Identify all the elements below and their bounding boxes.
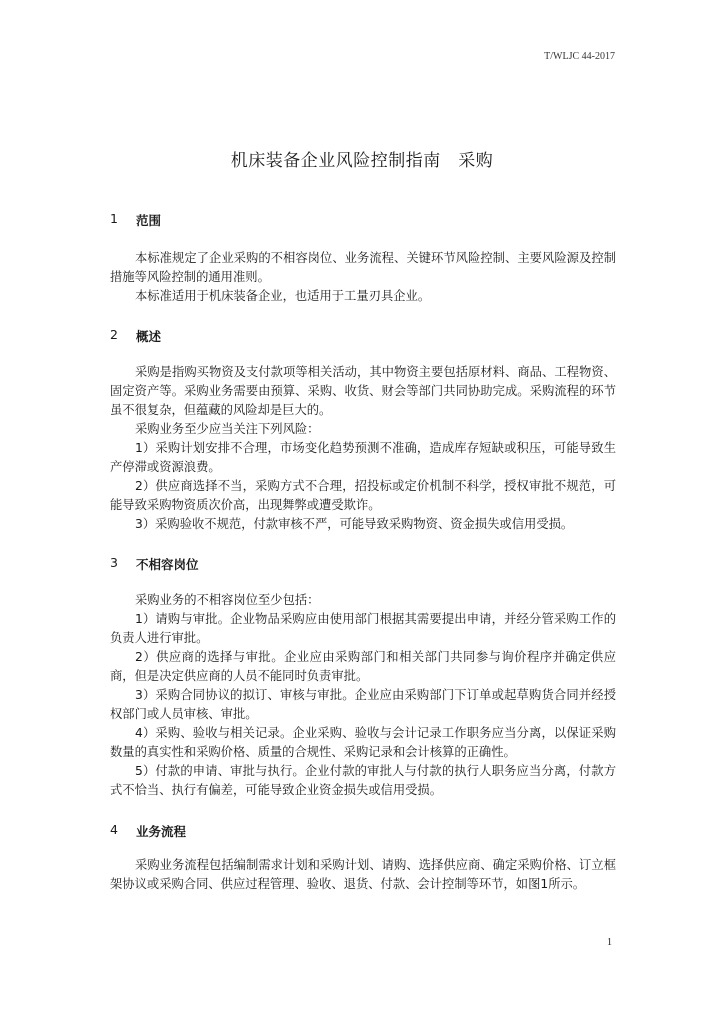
- paragraph: 本标准适用于机床装备企业，也适用于工量刃具企业。: [135, 289, 431, 303]
- section-number: 2: [110, 327, 118, 342]
- section-title: 业务流程: [136, 824, 187, 839]
- paragraph: 3）采购验收不规范，付款审核不严，可能导致采购物资、资金损失或信用受损。: [135, 517, 574, 531]
- section-number: 1: [110, 211, 118, 226]
- paragraph: 采购业务的不相容岗位至少包括：: [135, 593, 320, 607]
- document-title: 机床装备企业风险控制指南 采购: [230, 151, 494, 171]
- section-2-heading: [110, 327, 161, 345]
- paragraph: 4）采购、验收与相关记录。企业采购、验收与会计记录工作职务应当分离，以保证采购数量的真实性和采购价格、质量的合规性、采购记录和会计核算的正确性。: [110, 726, 616, 759]
- paragraph: 本标准规定了企业采购的不相容岗位、业务流程、关键环节风险控制、主要风险源及控制措施等风险控制的通用准则。: [110, 251, 616, 284]
- paragraph: 5）付款的申请、审批与执行。企业付款的审批人与付款的执行人职务应当分离，付款方式不恰当、执行有偏差，可能导致企业资金损失或信用受损。: [110, 764, 616, 797]
- section-4-heading: [110, 822, 186, 840]
- paragraph: 采购业务流程包括编制需求计划和采购计划、请购、选择供应商、确定采购价格、订立框架协议或采购合同、供应过程管理、验收、退货、付款、会计控制等环节，如图1所示。: [110, 858, 616, 891]
- section-title: 范围: [136, 213, 162, 228]
- section-number: 4: [110, 822, 118, 837]
- section-title: 概述: [136, 329, 162, 344]
- standard-code: T/WLJC 44-2017: [544, 51, 615, 62]
- paragraph: 2）供应商的选择与审批。企业应由采购部门和相关部门共同参与询价程序并确定供应商，但是决定供应商的人员不能同时负责审批。: [110, 650, 616, 683]
- paragraph: 采购是指购买物资及支付款项等相关活动，其中物资主要包括原材料、商品、工程物资、固定资产等。采购业务需要由预算、采购、收货、财会等部门共同协助完成。采购流程的环节虽不很复杂，但蕴藏的风险却是巨大的。: [110, 365, 616, 417]
- paragraph: 1）采购计划安排不合理，市场变化趋势预测不准确，造成库存短缺或积压，可能导致生产停滞或资源浪费。: [110, 441, 616, 474]
- page-number: 1: [607, 937, 612, 948]
- paragraph: 2）供应商选择不当，采购方式不合理，招投标或定价机制不科学，授权审批不规范，可能导致采购物资质次价高，出现舞弊或遭受欺诈。: [110, 479, 616, 512]
- paragraph: 1）请购与审批。企业物品采购应由使用部门根据其需要提出申请，并经分管采购工作的负责人进行审批。: [110, 612, 616, 645]
- section-3-heading: [110, 555, 199, 573]
- paragraph: 采购业务至少应当关注下列风险：: [135, 422, 320, 436]
- section-title: 不相容岗位: [136, 557, 199, 572]
- section-number: 3: [110, 555, 118, 570]
- section-1-heading: [110, 211, 161, 229]
- paragraph: 3）采购合同协议的拟订、审核与审批。企业应由采购部门下订单或起草购货合同并经授权部门或人员审核、审批。: [110, 688, 616, 721]
